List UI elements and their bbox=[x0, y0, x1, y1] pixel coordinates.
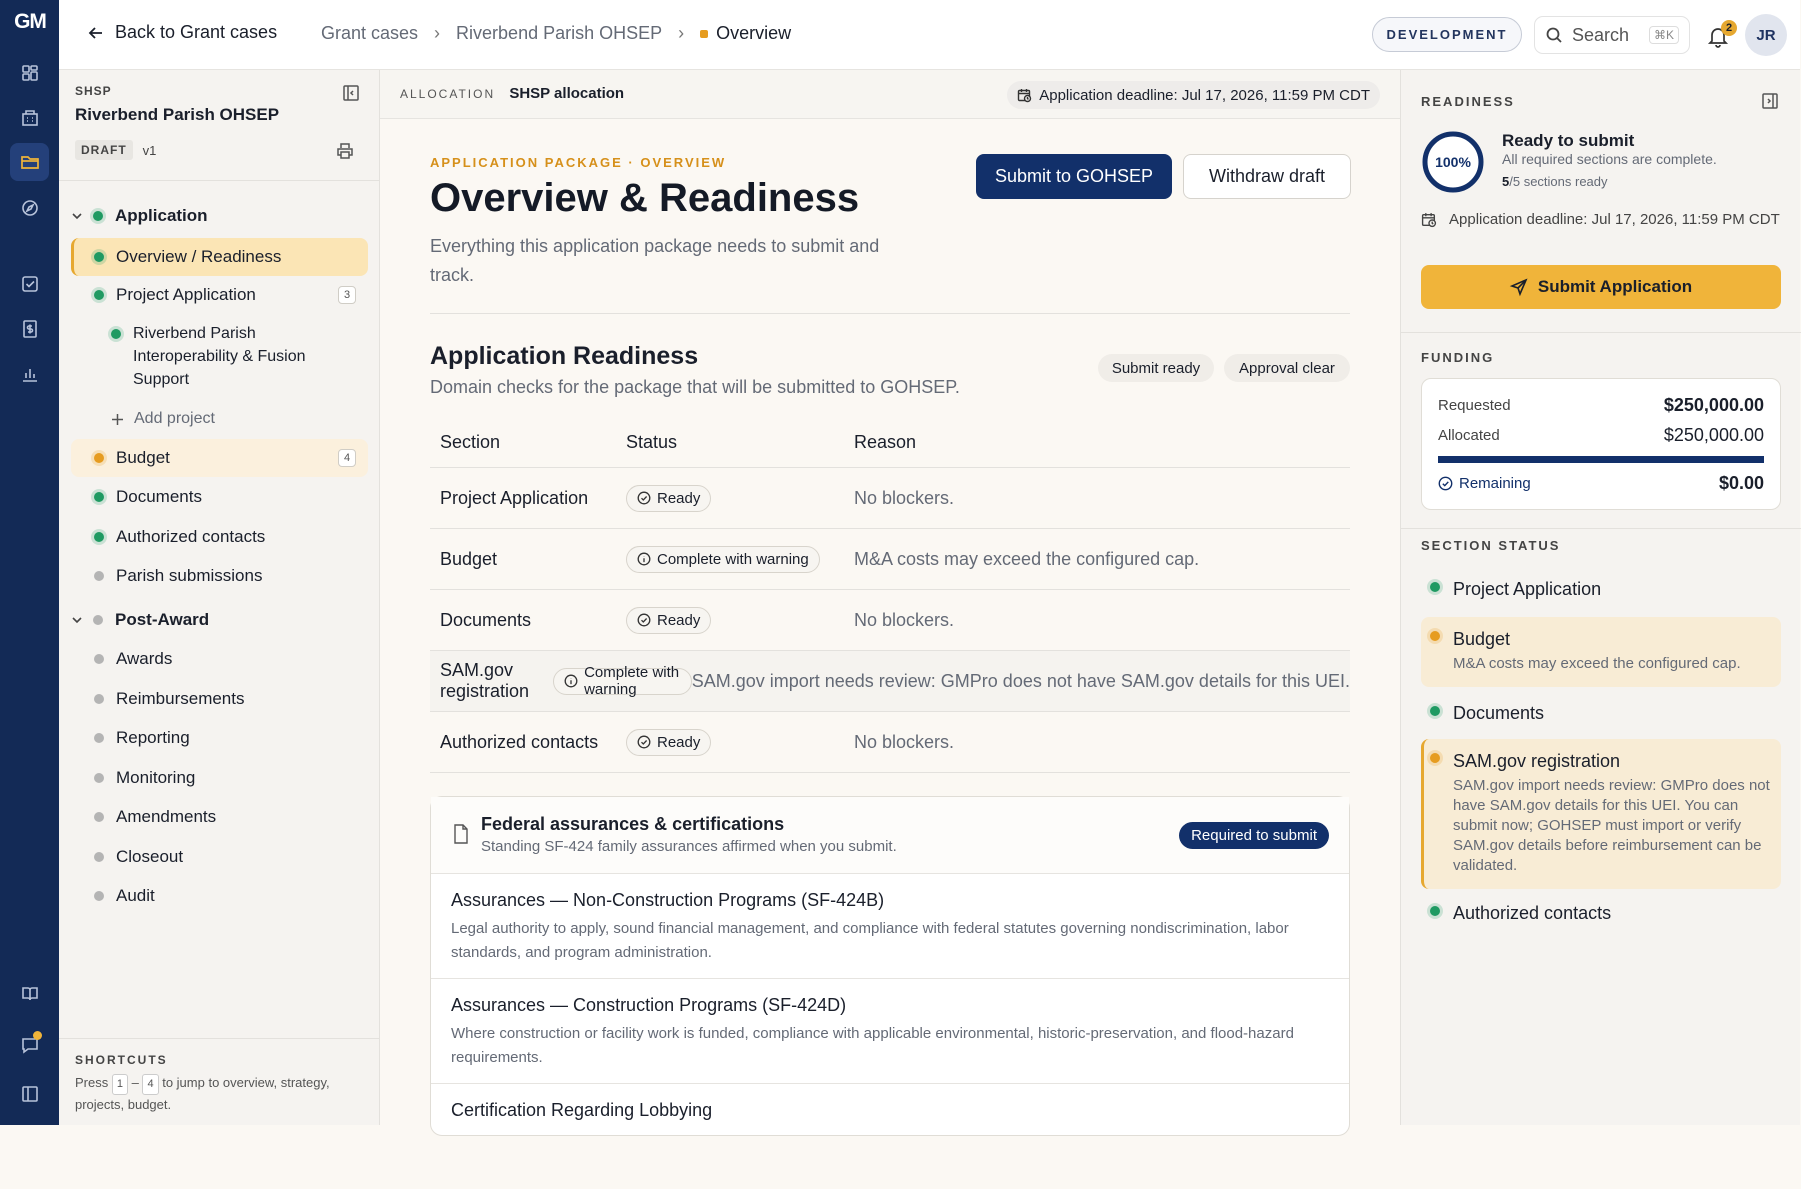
status-dot bbox=[94, 733, 104, 743]
section-status-budget[interactable] bbox=[1421, 617, 1781, 687]
table-row bbox=[430, 590, 1350, 651]
divider bbox=[430, 313, 1350, 314]
case-sidebar bbox=[59, 70, 380, 1125]
sidebar-item-parish-submissions[interactable] bbox=[71, 557, 368, 595]
sidebar-item-documents[interactable] bbox=[71, 478, 368, 516]
status-badge bbox=[626, 729, 711, 756]
chevron-right-icon: › bbox=[678, 23, 685, 43]
breadcrumb bbox=[321, 23, 791, 44]
status-dot bbox=[93, 615, 103, 625]
section-name: Budget bbox=[1453, 629, 1511, 649]
section-status-authorized-contacts[interactable] bbox=[1421, 891, 1781, 937]
panel-icon[interactable] bbox=[10, 1075, 49, 1113]
readiness-title: Application Readiness bbox=[430, 342, 699, 370]
section-name: Project Application bbox=[1453, 579, 1602, 599]
notification-count: 2 bbox=[1721, 20, 1737, 36]
page-title: Overview & Readiness bbox=[430, 176, 860, 220]
assurance-item bbox=[431, 874, 1349, 979]
section-status-project-application[interactable] bbox=[1421, 567, 1781, 613]
nav-group-label: Application bbox=[115, 206, 208, 225]
section-cell: Budget bbox=[440, 548, 498, 569]
allocation-bar bbox=[380, 70, 1400, 119]
compass-icon[interactable] bbox=[10, 189, 49, 227]
sidebar-item-label: Amendments bbox=[116, 807, 217, 826]
status-dot bbox=[111, 329, 121, 339]
status-badge bbox=[626, 607, 711, 634]
section-note: SAM.gov import needs review: GMPro does not have SAM.gov details for this UEI. You can submit now; GOHSEP must import or verify SAM.gov details before reimbursement can be validated. bbox=[1453, 777, 1770, 874]
shortcut-key: 4 bbox=[142, 1074, 158, 1095]
chat-icon[interactable] bbox=[10, 1026, 49, 1064]
status-badge bbox=[553, 664, 692, 698]
sidebar-item-project-application[interactable] bbox=[71, 276, 368, 314]
requested-value: $250,000.00 bbox=[1663, 395, 1764, 415]
readiness-panel bbox=[1400, 70, 1800, 1125]
table-row bbox=[430, 712, 1350, 773]
readiness-heading: READINESS bbox=[1421, 94, 1515, 109]
calendar-clock-icon bbox=[1421, 212, 1437, 228]
search-input[interactable] bbox=[1534, 16, 1690, 54]
ready-count: 5 bbox=[1502, 174, 1510, 189]
notifications-button[interactable] bbox=[1707, 22, 1735, 50]
section-cell: Project Application bbox=[440, 487, 589, 508]
dollar-doc-icon[interactable] bbox=[10, 310, 49, 348]
sidebar-item-label: Reimbursements bbox=[116, 689, 245, 708]
section-name: Documents bbox=[1453, 703, 1545, 723]
sidebar-item-label: Awards bbox=[116, 649, 173, 668]
table-row bbox=[430, 468, 1350, 529]
sidebar-item-label: Budget bbox=[116, 448, 170, 467]
status-text: Ready bbox=[657, 611, 701, 629]
status-dot bbox=[94, 453, 104, 463]
allocation-label: ALLOCATION bbox=[400, 87, 496, 101]
status-dot bbox=[94, 571, 104, 581]
back-to-grant-cases-link[interactable] bbox=[87, 22, 277, 43]
sidebar-item-awards[interactable] bbox=[71, 640, 368, 678]
section-name: SAM.gov registration bbox=[1453, 751, 1621, 771]
readiness-ring bbox=[1421, 130, 1485, 194]
sidebar-item-label: Documents bbox=[116, 487, 202, 506]
section-cell: SAM.gov registration bbox=[440, 660, 530, 701]
assurance-title: Assurances — Non-Construction Programs (SF-424B) bbox=[451, 890, 885, 910]
search-shortcut: ⌘K bbox=[1649, 26, 1679, 44]
assurance-title: Certification Regarding Lobbying bbox=[451, 1100, 713, 1120]
add-project-label: Add project bbox=[134, 410, 215, 427]
required-badge: Required to submit bbox=[1179, 822, 1329, 849]
sidebar-item-monitoring[interactable] bbox=[71, 759, 368, 797]
sidebar-item-label: Reporting bbox=[116, 728, 190, 747]
column-header: Status bbox=[626, 432, 678, 452]
allocation-progress-fill bbox=[1438, 456, 1764, 463]
shortcut-dash: – bbox=[131, 1075, 139, 1090]
nav-group-post-award[interactable] bbox=[71, 601, 368, 639]
sidebar-item-amendments[interactable] bbox=[71, 798, 368, 836]
ready-total: /5 sections ready bbox=[1509, 174, 1608, 189]
sidebar-item-closeout[interactable] bbox=[71, 838, 368, 876]
send-icon bbox=[1510, 278, 1528, 296]
chat-unread-dot bbox=[33, 1031, 42, 1040]
breadcrumb-current: Overview bbox=[700, 23, 791, 44]
calendar-clock-icon bbox=[1017, 88, 1032, 103]
back-label: Back to Grant cases bbox=[115, 22, 278, 42]
status-dot bbox=[94, 532, 104, 542]
search-icon bbox=[1545, 26, 1563, 44]
submit-application-button[interactable] bbox=[1421, 265, 1781, 309]
submit-application-label: Submit Application bbox=[1537, 277, 1693, 296]
status-badge bbox=[626, 485, 711, 512]
sidebar-item-reimbursements[interactable] bbox=[71, 680, 368, 718]
reason-cell: M&A costs may exceed the configured cap. bbox=[854, 548, 1200, 569]
shortcuts-panel bbox=[59, 1038, 379, 1125]
readiness-title: Ready to submit bbox=[1502, 131, 1635, 150]
allocation-value: SHSP allocation bbox=[509, 85, 625, 102]
reason-cell: No blockers. bbox=[854, 609, 955, 630]
reason-cell: No blockers. bbox=[854, 487, 955, 508]
collapse-panel-icon[interactable] bbox=[1761, 92, 1779, 110]
sidebar-item-label: Closeout bbox=[116, 847, 184, 866]
allocated-label: Allocated bbox=[1438, 427, 1500, 444]
search-placeholder: Search bbox=[1572, 24, 1630, 45]
status-dot bbox=[1430, 706, 1440, 716]
app-logo[interactable]: GM bbox=[14, 10, 46, 33]
collapse-sidebar-icon[interactable] bbox=[342, 84, 360, 102]
building-icon[interactable] bbox=[10, 99, 49, 137]
dashboard-icon[interactable] bbox=[10, 54, 49, 92]
count-badge: 3 bbox=[338, 286, 356, 304]
table-header bbox=[430, 418, 1350, 468]
shortcuts-heading: SHORTCUTS bbox=[75, 1053, 168, 1067]
breadcrumb-case[interactable]: Riverbend Parish OHSEP bbox=[456, 23, 663, 43]
status-dot bbox=[94, 252, 104, 262]
deadline-chip bbox=[1007, 81, 1380, 109]
remaining-value: $0.00 bbox=[1718, 473, 1764, 493]
status-dot bbox=[94, 492, 104, 502]
count-badge: 4 bbox=[338, 449, 356, 467]
status-badge bbox=[626, 546, 820, 573]
allocated-value: $250,000.00 bbox=[1663, 425, 1764, 445]
sidebar-item-budget[interactable] bbox=[71, 439, 368, 477]
status-text: Complete with warning bbox=[657, 550, 809, 568]
sidebar-item-label: Audit bbox=[116, 886, 155, 905]
status-dot bbox=[93, 211, 103, 221]
check-circle-icon bbox=[637, 491, 651, 505]
reason-cell: No blockers. bbox=[854, 731, 955, 752]
sections-ready-count bbox=[1502, 174, 1608, 189]
funding-heading: FUNDING bbox=[1421, 350, 1495, 365]
case-title: Riverbend Parish OHSEP bbox=[75, 105, 280, 124]
checkbox-icon[interactable] bbox=[10, 265, 49, 303]
assurance-description: Legal authority to apply, sound financial management, and compliance with federal statutes governing nondiscrimination, labor standards, and program administration. bbox=[451, 920, 1289, 961]
allocation bbox=[400, 85, 624, 102]
sidebar-item-label: Parish submissions bbox=[116, 566, 263, 585]
status-text: Ready bbox=[657, 489, 701, 507]
sidebar-item-authorized-contacts[interactable] bbox=[71, 518, 368, 556]
sidebar-item-audit[interactable] bbox=[71, 877, 368, 915]
section-cell: Authorized contacts bbox=[440, 731, 599, 752]
remaining-label: Remaining bbox=[1459, 475, 1531, 492]
nav-group-label: Post-Award bbox=[115, 610, 210, 629]
table-row bbox=[430, 529, 1350, 590]
column-header: Section bbox=[440, 432, 501, 452]
submit-to-gohsep-button[interactable]: Submit to GOHSEP bbox=[976, 154, 1172, 199]
sidebar-item-label: Project Application bbox=[116, 285, 256, 304]
page-subtitle: Everything this application package needs to submit and track. bbox=[430, 236, 880, 285]
document-icon bbox=[453, 824, 469, 844]
status-dot bbox=[1430, 582, 1440, 592]
draft-status bbox=[75, 140, 156, 160]
status-dot bbox=[1430, 753, 1440, 763]
shortcut-key: 1 bbox=[112, 1074, 128, 1095]
divider bbox=[1401, 528, 1801, 529]
section-status-sam-gov[interactable] bbox=[1421, 739, 1781, 889]
assurance-item bbox=[431, 1084, 1349, 1189]
breadcrumb-grant-cases[interactable]: Grant cases bbox=[321, 23, 419, 43]
sidebar-item-label: Overview / Readiness bbox=[116, 247, 282, 266]
card-header bbox=[431, 797, 1349, 874]
sidebar-item-reporting[interactable] bbox=[71, 719, 368, 757]
divider bbox=[1401, 332, 1801, 333]
check-circle-icon bbox=[637, 735, 651, 749]
bar-chart-icon[interactable] bbox=[10, 355, 49, 393]
status-dot bbox=[94, 694, 104, 704]
remaining-label-wrap bbox=[1438, 475, 1531, 492]
program-label: SHSP bbox=[75, 84, 112, 98]
status-dot bbox=[94, 290, 104, 300]
shortcuts-text bbox=[75, 1073, 363, 1114]
status-dot bbox=[94, 852, 104, 862]
readiness-deadline: Application deadline: Jul 17, 2026, 11:59 PM CDT bbox=[1449, 211, 1780, 228]
readiness-subtitle: Domain checks for the package that will be submitted to GOHSEP. bbox=[430, 377, 960, 397]
status-text: Ready bbox=[657, 733, 701, 751]
status-dot bbox=[1430, 906, 1440, 916]
app-rail bbox=[0, 0, 59, 1125]
status-dot bbox=[94, 654, 104, 664]
info-circle-icon bbox=[564, 674, 578, 688]
card-title: Federal assurances & certifications bbox=[481, 814, 785, 834]
arrow-left-icon bbox=[87, 24, 105, 42]
divider bbox=[59, 180, 379, 181]
status-text: Complete with warning bbox=[584, 664, 680, 698]
chevron-down-icon bbox=[71, 614, 83, 626]
allocated-row bbox=[1438, 425, 1764, 446]
print-icon[interactable] bbox=[336, 142, 354, 160]
status-badge: DRAFT bbox=[75, 140, 133, 160]
nav-group-application[interactable] bbox=[71, 197, 368, 235]
table-row bbox=[430, 651, 1350, 712]
section-name: Authorized contacts bbox=[1453, 903, 1612, 923]
withdraw-draft-button[interactable]: Withdraw draft bbox=[1183, 154, 1351, 199]
allocation-progress-bar bbox=[1438, 456, 1764, 463]
reason-cell: SAM.gov import needs review: GMPro does not have SAM.gov details for this UEI. bbox=[691, 670, 1350, 691]
section-cell: Documents bbox=[440, 609, 532, 630]
readiness-percent: 100% bbox=[1435, 154, 1471, 170]
folder-icon[interactable] bbox=[10, 143, 49, 181]
section-status-heading: SECTION STATUS bbox=[1421, 538, 1561, 553]
add-project-button[interactable] bbox=[71, 400, 368, 438]
funding-card bbox=[1421, 378, 1781, 510]
sidebar-item-label: Monitoring bbox=[116, 768, 196, 787]
shortcuts-description: to jump to overview, strategy, projects, budget. bbox=[75, 1075, 330, 1112]
environment-badge: DEVELOPMENT bbox=[1372, 17, 1522, 52]
status-dot bbox=[94, 773, 104, 783]
avatar[interactable]: JR bbox=[1745, 14, 1787, 56]
card-subtitle: Standing SF-424 family assurances affirmed when you submit. bbox=[481, 838, 897, 855]
chevron-down-icon bbox=[71, 210, 83, 222]
column-header: Reason bbox=[854, 432, 917, 452]
approval-clear-pill: Approval clear bbox=[1224, 354, 1350, 382]
assurance-description: Where construction or facility work is funded, compliance with applicable environmental, historic-preservation, and flood-hazard requirements. bbox=[451, 1025, 1294, 1066]
main-content bbox=[380, 70, 1400, 1125]
eyebrow-label: APPLICATION PACKAGE · OVERVIEW bbox=[430, 155, 727, 170]
info-circle-icon bbox=[637, 552, 651, 566]
sidebar-item-project[interactable] bbox=[71, 322, 368, 392]
sidebar-item-label: Riverbend Parish Interoperability & Fusion Support bbox=[133, 325, 306, 388]
check-circle-icon bbox=[1438, 476, 1453, 491]
assurance-item bbox=[431, 979, 1349, 1084]
sidebar-item-overview[interactable] bbox=[71, 238, 368, 276]
deadline-text: Application deadline: Jul 17, 2026, 11:59 PM CDT bbox=[1039, 86, 1370, 104]
remaining-row bbox=[1438, 473, 1764, 494]
section-status-documents[interactable] bbox=[1421, 691, 1781, 737]
readiness-table bbox=[430, 418, 1350, 773]
status-dot bbox=[94, 891, 104, 901]
status-dot bbox=[94, 812, 104, 822]
plus-icon bbox=[111, 413, 124, 426]
top-bar bbox=[59, 0, 1800, 70]
status-dot bbox=[1430, 631, 1440, 641]
submit-ready-pill: Submit ready bbox=[1098, 354, 1214, 382]
readiness-subtitle: All required sections are complete. bbox=[1502, 151, 1717, 167]
requested-row bbox=[1438, 395, 1764, 416]
version-label: v1 bbox=[142, 142, 157, 158]
chevron-right-icon: › bbox=[434, 23, 441, 43]
section-note: M&A costs may exceed the configured cap. bbox=[1453, 655, 1741, 672]
requested-label: Requested bbox=[1438, 397, 1511, 414]
check-circle-icon bbox=[637, 613, 651, 627]
book-icon[interactable] bbox=[10, 975, 49, 1013]
federal-assurances-card bbox=[430, 796, 1350, 1136]
shortcuts-press: Press bbox=[75, 1075, 109, 1090]
sidebar-item-label: Authorized contacts bbox=[116, 527, 266, 546]
assurance-title: Assurances — Construction Programs (SF-424D) bbox=[451, 995, 847, 1015]
